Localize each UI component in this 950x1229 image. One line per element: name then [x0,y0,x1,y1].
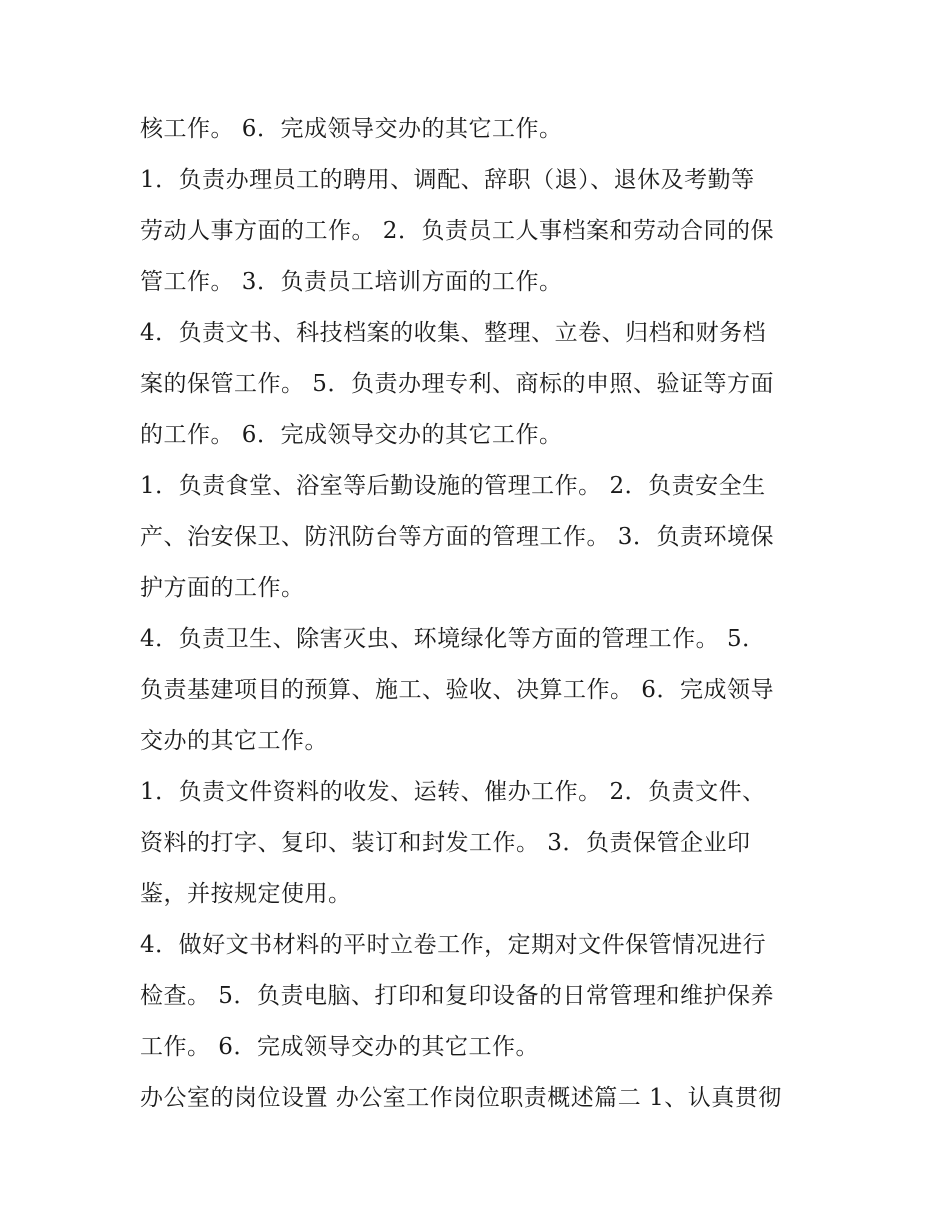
text-line: 负责基建项目的预算、施工、验收、决算工作。 6．完成领导 [140,677,774,703]
text-line: 1．负责文件资料的收发、运转、催办工作。 2．负责文件、 [140,779,766,805]
text-line: 4．负责卫生、除害灭虫、环境绿化等方面的管理工作。 5． [140,626,766,652]
text-line: 劳动人事方面的工作。 2．负责员工人事档案和劳动合同的保 [140,218,774,244]
text-line: 护方面的工作。 [140,575,305,601]
text-line: 检查。 5．负责电脑、打印和复印设备的日常管理和维护保养 [140,983,774,1009]
text-line: 的工作。 6．完成领导交办的其它工作。 [140,422,563,448]
text-line: 产、治安保卫、防汛防台等方面的管理工作。 3．负责环境保 [140,524,774,550]
text-line: 工作。 6．完成领导交办的其它工作。 [140,1034,539,1060]
text-line: 办公室的岗位设置 办公室工作岗位职责概述篇二 1、认真贯彻 [140,1085,782,1111]
text-line: 鉴，并按规定使用。 [140,881,352,907]
text-line: 资料的打字、复印、装订和封发工作。 3．负责保管企业印 [140,830,751,856]
text-line: 案的保管工作。 5．负责办理专利、商标的申照、验证等方面 [140,371,774,397]
text-line: 4．做好文书材料的平时立卷工作，定期对文件保管情况进行 [140,932,767,958]
text-line: 交办的其它工作。 [140,728,328,754]
document-body [140,104,820,1124]
text-line: 管工作。 3．负责员工培训方面的工作。 [140,269,563,295]
text-line: 1．负责办理员工的聘用、调配、辞职（退）、退休及考勤等 [140,167,755,193]
text-line: 核工作。 6．完成领导交办的其它工作。 [140,116,563,142]
text-line: 1．负责食堂、浴室等后勤设施的管理工作。 2．负责安全生 [140,473,766,499]
text-line: 4．负责文书、科技档案的收集、整理、立卷、归档和财务档 [140,320,767,346]
